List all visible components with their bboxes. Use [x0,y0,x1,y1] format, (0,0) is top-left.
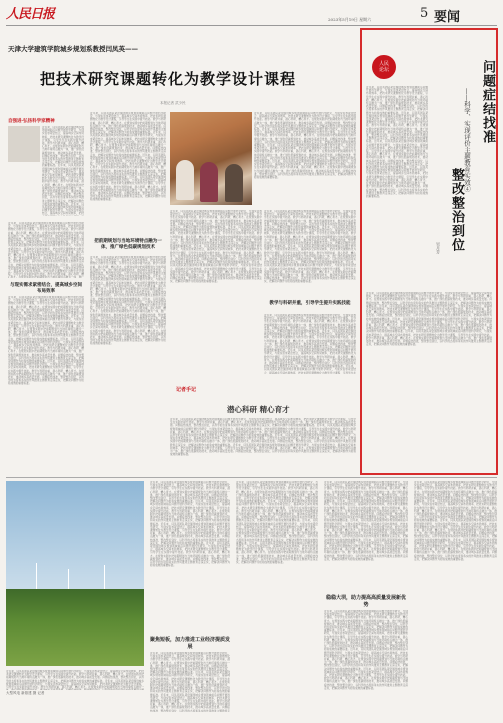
column-head: 记者手记 [176,387,197,393]
lower-col-1a: 近年来，闫凤英团队紧密围绕城乡规划领域前沿问题开展科学研究，与现实需求紧密结合，提高城乡空间布局效率，把技术研究课题转化为教学设计课程，引导学生在实践中提升技能。教学与科研并重，潜心科研，精心育才。在规划实践中把前期规划与当地环境特点融为一体，推广绿色低碳规划技术，推动城乡高质量发展。问题症结找准，整改整治到位，以科学的态度和务实的作风推进主题教育走深走实，把解决问题作为检验成效的重要标准。近年来，闫凤英团队紧密围绕城乡规划领域前沿问题开展科学研究，与现实需求紧密结合，提高城乡空间布局效率，把技术研究课题转化为教学设计课程，引导学生在实践中提升技能。教学与科研并重，潜心科研，精心育才。在规划实践中把前期规划与当地环境特点融为一体，推广绿色低碳规划技术，推动城乡高质量发展。问题症结找准，整改整治到位，以科学的态度和务实的作风推进主题教育走深走实，把解决问题作为检验成效的重要标准。近年来，闫凤英团队紧密围绕城乡规划领域前沿问题开展科学研究，与现实需求紧密结合，提高城乡空间布局效率，把技术研究课题转化为教学设计课程，引导学生在实践中提升技能。教学与科研并重，潜心科研，精心育才。在规划实践中把前期规划与当地环境特点融为一体，推广绿色低碳规划技术，推动城乡高质量发展。问题症结找准，整改整治到位，以科学的态度和务实的作风推进主题教育走深走实，把解决问题作为检验成效的重要标准。近年来，闫凤英团队紧密围绕城乡规划领域前沿问题开展科学研究，与现实需求紧密结合，提高城乡空间布局效率，把技术研究课题转化为教学设计课程，引导学生在实践中提升技能。教学与科研并重，潜心科研，精心育才。在规划实践中把前期规划与当地环境特点融为一体，推广绿色低碳规划技术，推动城乡高质量发展。问题症结找准，整改整治到位，以科学的态度和务实的作风推进主题教育走深走实，把解决问题作为检验成效的重要标准。 [150,481,230,568]
photo-caption: 大型风电 新基建 摄 记者 [6,691,45,695]
lower-col-3b: 近年来，闫凤英团队紧密围绕城乡规划领域前沿问题开展科学研究，与现实需求紧密结合，提高城乡空间布局效率，把技术研究课题转化为教学设计课程，引导学生在实践中提升技能。教学与科研并重，潜心科研，精心育才。在规划实践中把前期规划与当地环境特点融为一体，推广绿色低碳规划技术，推动城乡高质量发展。问题症结找准，整改整治到位，以科学的态度和务实的作风推进主题教育走深走实，把解决问题作为检验成效的重要标准。近年来，闫凤英团队紧密围绕城乡规划领域前沿问题开展科学研究，与现实需求紧密结合，提高城乡空间布局效率，把技术研究课题转化为教学设计课程，引导学生在实践中提升技能。教学与科研并重，潜心科研，精心育才。在规划实践中把前期规划与当地环境特点融为一体，推广绿色低碳规划技术，推动城乡高质量发展。问题症结找准，整改整治到位，以科学的态度和务实的作风推进主题教育走深走实，把解决问题作为检验成效的重要标准。近年来，闫凤英团队紧密围绕城乡规划领域前沿问题开展科学研究，与现实需求紧密结合，提高城乡空间布局效率，把技术研究课题转化为教学设计课程，引导学生在实践中提升技能。教学与科研并重，潜心科研，精心育才。在规划实践中把前期规划与当地环境特点融为一体，推广绿色低碳规划技术，推动城乡高质量发展。问题症结找准，整改整治到位，以科学的态度和务实的作风推进主题教育走深走实，把解决问题作为检验成效的重要标准。近年来，闫凤英团队紧密围绕城乡规划领域前沿问题开展科学研究，与现实需求紧密结合，提高城乡空间布局效率，把技术研究课题转化为教学设计课程，引导学生在实践中提升技能。教学与科研并重，潜心科研，精心育才。在规划实践中把前期规划与当地环境特点融为一体，推广绿色低碳规划技术，推动城乡高质量发展。问题症结找准，整改整治到位，以科学的态度和务实的作风推进主题教育走深走实，把解决问题作为检验成效的重要标准。 [324,610,408,690]
lower-col-2: 近年来，闫凤英团队紧密围绕城乡规划领域前沿问题开展科学研究，与现实需求紧密结合，提高城乡空间布局效率，把技术研究课题转化为教学设计课程，引导学生在实践中提升技能。教学与科研并重，潜心科研，精心育才。在规划实践中把前期规划与当地环境特点融为一体，推广绿色低碳规划技术，推动城乡高质量发展。问题症结找准，整改整治到位，以科学的态度和务实的作风推进主题教育走深走实，把解决问题作为检验成效的重要标准。近年来，闫凤英团队紧密围绕城乡规划领域前沿问题开展科学研究，与现实需求紧密结合，提高城乡空间布局效率，把技术研究课题转化为教学设计课程，引导学生在实践中提升技能。教学与科研并重，潜心科研，精心育才。在规划实践中把前期规划与当地环境特点融为一体，推广绿色低碳规划技术，推动城乡高质量发展。问题症结找准，整改整治到位，以科学的态度和务实的作风推进主题教育走深走实，把解决问题作为检验成效的重要标准。近年来，闫凤英团队紧密围绕城乡规划领域前沿问题开展科学研究，与现实需求紧密结合，提高城乡空间布局效率，把技术研究课题转化为教学设计课程，引导学生在实践中提升技能。教学与科研并重，潜心科研，精心育才。在规划实践中把前期规划与当地环境特点融为一体，推广绿色低碳规划技术，推动城乡高质量发展。问题症结找准，整改整治到位，以科学的态度和务实的作风推进主题教育走深走实，把解决问题作为检验成效的重要标准。近年来，闫凤英团队紧密围绕城乡规划领域前沿问题开展科学研究，与现实需求紧密结合，提高城乡空间布局效率，把技术研究课题转化为教学设计课程，引导学生在实践中提升技能。教学与科研并重，潜心科研，精心育才。在规划实践中把前期规划与当地环境特点融为一体，推广绿色低碳规划技术，推动城乡高质量发展。问题症结找准，整改整治到位，以科学的态度和务实的作风推进主题教育走深走实，把解决问题作为检验成效的重要标准。 [236,481,318,565]
article-headline: 把技术研究课题转化为教学设计课程 [40,70,297,88]
subhead-1: 与现实需求紧密结合，提高城乡空间布局效率 [10,283,82,294]
commentary-title-2: 整改整治到位 [449,168,464,252]
dateline: 2023年5月19日 星期六 [328,17,372,22]
sky [6,481,144,599]
page-number: 5 [420,6,429,21]
text-col-1b: 近年来，闫凤英团队紧密围绕城乡规划领域前沿问题开展科学研究，与现实需求紧密结合，提高城乡空间布局效率，把技术研究课题转化为教学设计课程，引导学生在实践中提升技能。教学与科研并重，潜心科研，精心育才。在规划实践中把前期规划与当地环境特点融为一体，推广绿色低碳规划技术，推动城乡高质量发展。问题症结找准，整改整治到位，以科学的态度和务实的作风推进主题教育走深走实，把解决问题作为检验成效的重要标准。近年来，闫凤英团队紧密围绕城乡规划领域前沿问题开展科学研究，与现实需求紧密结合，提高城乡空间布局效率，把技术研究课题转化为教学设计课程，引导学生在实践中提升技能。教学与科研并重，潜心科研，精心育才。在规划实践中把前期规划与当地环境特点融为一体，推广绿色低碳规划技术，推动城乡高质量发展。问题症结找准，整改整治到位，以科学的态度和务实的作风推进主题教育走深走实，把解决问题作为检验成效的重要标准。近年来，闫凤英团队紧密围绕城乡规划领域前沿问题开展科学研究，与现实需求紧密结合，提高城乡空间布局效率，把技术研究课题转化为教学设计课程，引导学生在实践中提升技能。教学与科研并重，潜心科研，精心育才。在规划实践中把前期规划与当地环境特点融为一体，推广绿色低碳规划技术，推动城乡高质量发展。问题症结找准，整改整治到位，以科学的态度和务实的作风推进主题教育走深走实，把解决问题作为检验成效的重要标准。近年来，闫凤英团队紧密围绕城乡规划领域前沿问题开展科学研究，与现实需求紧密结合，提高城乡空间布局效率，把技术研究课题转化为教学设计课程，引导学生在实践中提升技能。教学与科研并重，潜心科研，精心育才。在规划实践中把前期规划与当地环境特点融为一体，推广绿色低碳规划技术，推动城乡高质量发展。问题症结找准，整改整治到位，以科学的态度和务实的作风推进主题教育走深走实，把解决问题作为检验成效的重要标准。 [8,296,84,386]
text-col-2b: 近年来，闫凤英团队紧密围绕城乡规划领域前沿问题开展科学研究，与现实需求紧密结合，提高城乡空间布局效率，把技术研究课题转化为教学设计课程，引导学生在实践中提升技能。教学与科研并重，潜心科研，精心育才。在规划实践中把前期规划与当地环境特点融为一体，推广绿色低碳规划技术，推动城乡高质量发展。问题症结找准，整改整治到位，以科学的态度和务实的作风推进主题教育走深走实，把解决问题作为检验成效的重要标准。近年来，闫凤英团队紧密围绕城乡规划领域前沿问题开展科学研究，与现实需求紧密结合，提高城乡空间布局效率，把技术研究课题转化为教学设计课程，引导学生在实践中提升技能。教学与科研并重，潜心科研，精心育才。在规划实践中把前期规划与当地环境特点融为一体，推广绿色低碳规划技术，推动城乡高质量发展。问题症结找准，整改整治到位，以科学的态度和务实的作风推进主题教育走深走实，把解决问题作为检验成效的重要标准。近年来，闫凤英团队紧密围绕城乡规划领域前沿问题开展科学研究，与现实需求紧密结合，提高城乡空间布局效率，把技术研究课题转化为教学设计课程，引导学生在实践中提升技能。教学与科研并重，潜心科研，精心育才。在规划实践中把前期规划与当地环境特点融为一体，推广绿色低碳规划技术，推动城乡高质量发展。问题症结找准，整改整治到位，以科学的态度和务实的作风推进主题教育走深走实，把解决问题作为检验成效的重要标准。近年来，闫凤英团队紧密围绕城乡规划领域前沿问题开展科学研究，与现实需求紧密结合，提高城乡空间布局效率，把技术研究课题转化为教学设计课程，引导学生在实践中提升技能。教学与科研并重，潜心科研，精心育才。在规划实践中把前期规划与当地环境特点融为一体，推广绿色低碳规划技术，推动城乡高质量发展。问题症结找准，整改整治到位，以科学的态度和务实的作风推进主题教育走深走实，把解决问题作为检验成效的重要标准。 [90,256,166,346]
commentary-subtitle: ——科学、实现评价主题教育实效④ [463,88,471,192]
forum-logo [372,55,396,79]
article-kicker: 天津大学建筑学院城乡规划系教授闫凤英—— [8,45,138,53]
column-title: 潜心科研 精心育才 [227,405,290,414]
article-byline: 本报记者 武少民 [160,101,186,105]
person-figure [200,162,218,202]
text-col-4a: 近年来，闫凤英团队紧密围绕城乡规划领域前沿问题开展科学研究，与现实需求紧密结合，提高城乡空间布局效率，把技术研究课题转化为教学设计课程，引导学生在实践中提升技能。教学与科研并重，潜心科研，精心育才。在规划实践中把前期规划与当地环境特点融为一体，推广绿色低碳规划技术，推动城乡高质量发展。问题症结找准，整改整治到位，以科学的态度和务实的作风推进主题教育走深走实，把解决问题作为检验成效的重要标准。近年来，闫凤英团队紧密围绕城乡规划领域前沿问题开展科学研究，与现实需求紧密结合，提高城乡空间布局效率，把技术研究课题转化为教学设计课程，引导学生在实践中提升技能。教学与科研并重，潜心科研，精心育才。在规划实践中把前期规划与当地环境特点融为一体，推广绿色低碳规划技术，推动城乡高质量发展。问题症结找准，整改整治到位，以科学的态度和务实的作风推进主题教育走深走实，把解决问题作为检验成效的重要标准。近年来，闫凤英团队紧密围绕城乡规划领域前沿问题开展科学研究，与现实需求紧密结合，提高城乡空间布局效率，把技术研究课题转化为教学设计课程，引导学生在实践中提升技能。教学与科研并重，潜心科研，精心育才。在规划实践中把前期规划与当地环境特点融为一体，推广绿色低碳规划技术，推动城乡高质量发展。问题症结找准，整改整治到位，以科学的态度和务实的作风推进主题教育走深走实，把解决问题作为检验成效的重要标准。近年来，闫凤英团队紧密围绕城乡规划领域前沿问题开展科学研究，与现实需求紧密结合，提高城乡空间布局效率，把技术研究课题转化为教学设计课程，引导学生在实践中提升技能。教学与科研并重，潜心科研，精心育才。在规划实践中把前期规划与当地环境特点融为一体，推广绿色低碳规划技术，推动城乡高质量发展。问题症结找准，整改整治到位，以科学的态度和务实的作风推进主题教育走深走实，把解决问题作为检验成效的重要标准。 [264,210,356,284]
person-figure [225,164,243,202]
lower-subhead-a: 稳稳大坝，助力提高高质量发展新优势 [325,595,406,608]
newspaper-logo: 人民日报 [6,7,55,22]
lower-col-1b: 近年来，闫凤英团队紧密围绕城乡规划领域前沿问题开展科学研究，与现实需求紧密结合，提高城乡空间布局效率，把技术研究课题转化为教学设计课程，引导学生在实践中提升技能。教学与科研并重，潜心科研，精心育才。在规划实践中把前期规划与当地环境特点融为一体，推广绿色低碳规划技术，推动城乡高质量发展。问题症结找准，整改整治到位，以科学的态度和务实的作风推进主题教育走深走实，把解决问题作为检验成效的重要标准。近年来，闫凤英团队紧密围绕城乡规划领域前沿问题开展科学研究，与现实需求紧密结合，提高城乡空间布局效率，把技术研究课题转化为教学设计课程，引导学生在实践中提升技能。教学与科研并重，潜心科研，精心育才。在规划实践中把前期规划与当地环境特点融为一体，推广绿色低碳规划技术，推动城乡高质量发展。问题症结找准，整改整治到位，以科学的态度和务实的作风推进主题教育走深走实，把解决问题作为检验成效的重要标准。近年来，闫凤英团队紧密围绕城乡规划领域前沿问题开展科学研究，与现实需求紧密结合，提高城乡空间布局效率，把技术研究课题转化为教学设计课程，引导学生在实践中提升技能。教学与科研并重，潜心科研，精心育才。在规划实践中把前期规划与当地环境特点融为一体，推广绿色低碳规划技术，推动城乡高质量发展。问题症结找准，整改整治到位，以科学的态度和务实的作风推进主题教育走 [150,652,230,712]
section-title: 要闻 [434,10,461,25]
intro-label: 自强进·弘扬科学家精神 [8,119,55,124]
masthead-rule [6,25,497,26]
feature-photo [170,112,252,205]
subhead-2: 把前期规划与当地环境特点融为一体，推广绿色低碳规划技术 [94,239,162,250]
wind-farm-photo [6,481,144,666]
forum-logo-line2: 论坛 [378,67,389,73]
section-divider [6,477,497,478]
wind-turbine [36,563,37,591]
forest [6,589,144,666]
text-col-3b: 近年来，闫凤英团队紧密围绕城乡规划领域前沿问题开展科学研究，与现实需求紧密结合，提高城乡空间布局效率，把技术研究课题转化为教学设计课程，引导学生在实践中提升技能。教学与科研并重，潜心科研，精心育才。在规划实践中把前期规划与当地环境特点融为一体，推广绿色低碳规划技术，推动城乡高质量发展。问题症结找准，整改整治到位，以科学的态度和务实的作风推进主题教育走深走实，把解决问题作为检验成效的重要标准。近年来，闫凤英团队紧密围绕城乡规划领域前沿问题开展科学研究，与现实需求紧密结合，提高城乡空间布局效率，把技术研究课题转化为教学设计课程，引导学生在实践中提升技能。教学与科研并重，潜心科研，精心育才。在规划实践中把前期规划与当地环境特点融为一体，推广绿色低碳规划技术，推动城乡高质量发展。问题症结找准，整改整治到位，以科学的态度和务实的作风推进主题教育走深走实，把解决问题作为检验成效的重要标准。近年来，闫凤英团队紧密围绕城乡规划领域前沿问题开展科学研究，与现实需求紧密结合，提高城乡空间布局效率，把技术研究课题转化为教学设计课程，引导学生在实践中提升技能。教学与科研并重，潜心科研，精心育才。在规划实践中把前期规划与当地环境特点融为一体，推广绿色低碳规划技术，推动城乡高质量发展。问题症结找准，整改整治到位，以科学的态度和务实的作风推进主题教育走深走实，把解决问题作为检验成效的重要标准。近年来，闫凤英团队紧密围绕城乡规划领域前沿问题开展科学研究，与现实需求紧密结合，提高城乡空间布局效率，把技术研究课题转化为教学设计课程，引导学生在实践中提升技能。教学与科研并重，潜心科研，精心育才。在规划实践中把前期规划与当地环境特点融为一体，推广绿色低碳规划技术，推动城乡高质量发展。问题症结找准，整改整治到位，以科学的态度和务实的作风推进主题教育走深走实，把解决问题作为检验成效的重要标准。 [170,210,262,284]
masthead [6,3,497,25]
lower-col-4: 近年来，闫凤英团队紧密围绕城乡规划领域前沿问题开展科学研究，与现实需求紧密结合，提高城乡空间布局效率，把技术研究课题转化为教学设计课程，引导学生在实践中提升技能。教学与科研并重，潜心科研，精心育才。在规划实践中把前期规划与当地环境特点融为一体，推广绿色低碳规划技术，推动城乡高质量发展。问题症结找准，整改整治到位，以科学的态度和务实的作风推进主题教育走深走实，把解决问题作为检验成效的重要标准。近年来，闫凤英团队紧密围绕城乡规划领域前沿问题开展科学研究，与现实需求紧密结合，提高城乡空间布局效率，把技术研究课题转化为教学设计课程，引导学生在实践中提升技能。教学与科研并重，潜心科研，精心育才。在规划实践中把前期规划与当地环境特点融为一体，推广绿色低碳规划技术，推动城乡高质量发展。问题症结找准，整改整治到位，以科学的态度和务实的作风推进主题教育走深走实，把解决问题作为检验成效的重要标准。近年来，闫凤英团队紧密围绕城乡规划领域前沿问题开展科学研究，与现实需求紧密结合，提高城乡空间布局效率，把技术研究课题转化为教学设计课程，引导学生在实践中提升技能。教学与科研并重，潜心科研，精心育才。在规划实践中把前期规划与当地环境特点融为一体，推广绿色低碳规划技术，推动城乡高质量发展。问题症结找准，整改整治到位，以科学的态度和务实的作风推进主题教育走深走实，把解决问题作为检验成效的重要标准。近年来，闫凤英团队紧密围绕城乡规划领域前沿问题开展科学研究，与现实需求紧密结合，提高城乡空间布局效率，把技术研究课题转化为教学设计课程，引导学生在实践中提升技能。教学与科研并重，潜心科研，精心育才。在规划实践中把前期规划与当地环境特点融为一体，推广绿色低碳规划技术，推动城乡高质量发展。问题症结找准，整改整治到位，以科学的态度和务实的作风推进主题教育走深走实，把解决问题作为检验成效的重要标准。 [414,481,497,561]
commentary-text-top: 近年来，闫凤英团队紧密围绕城乡规划领域前沿问题开展科学研究，与现实需求紧密结合，提高城乡空间布局效率，把技术研究课题转化为教学设计课程，引导学生在实践中提升技能。教学与科研并重，潜心科研，精心育才。在规划实践中把前期规划与当地环境特点融为一体，推广绿色低碳规划技术，推动城乡高质量发展。问题症结找准，整改整治到位，以科学的态度和务实的作风推进主题教育走深走实，把解决问题作为检验成效的重要标准。近年来，闫凤英团队紧密围绕城乡规划领域前沿问题开展科学研究，与现实需求紧密结合，提高城乡空间布局效率，把技术研究课题转化为教学设计课程，引导学生在实践中提升技能。教学与科研并重，潜心科研，精心育才。在规划实践中把前期规划与当地环境特点融为一体，推广绿色低碳规划技术，推动城乡高质量发展。问题症结找准，整改整治到位，以科学的态度和务实的作风推进主题教育走深走实，把解决问题作为检验成效的重要标准。近年来，闫凤英团队紧密围绕城乡规划领域前沿问题开展科学研究，与现实需求紧密结合，提高城乡空间布局效率，把技术研究课题转化为教学设计课程，引导学生在实践中提升技能。教学与科研并重，潜心科研，精心育才。在规划实践中把前期规划与当地环境特点融为一体，推广绿色低碳规划技术，推动城乡高质量发展。问题症结找准，整改整治到位，以科学的态度和务实的作风推进主题教育走深走实，把解决问题作为检验成效的重要标准。近年来，闫凤英团队紧密围绕城乡规划领域前沿问题开展科学研究，与现实需求紧密结合，提高城乡空间布局效率，把技术研究课题转化为教学设计课程，引导学生在实践中提升技能。教学与科研并重，潜心科研，精心育才。在规划实践中把前期规划与当地环境特点融为一体，推广绿色低碳规划技术，推动城乡高质量发展。问题症结找准，整改整治到位，以科学的态度和务实的作风推进主题教育走深走实，把解决问题作为检验成效的重要标准。 [366,86,428,198]
lower-col-3a: 近年来，闫凤英团队紧密围绕城乡规划领域前沿问题开展科学研究，与现实需求紧密结合，提高城乡空间布局效率，把技术研究课题转化为教学设计课程，引导学生在实践中提升技能。教学与科研并重，潜心科研，精心育才。在规划实践中把前期规划与当地环境特点融为一体，推广绿色低碳规划技术，推动城乡高质量发展。问题症结找准，整改整治到位，以科学的态度和务实的作风推进主题教育走深走实，把解决问题作为检验成效的重要标准。近年来，闫凤英团队紧密围绕城乡规划领域前沿问题开展科学研究，与现实需求紧密结合，提高城乡空间布局效率，把技术研究课题转化为教学设计课程，引导学生在实践中提升技能。教学与科研并重，潜心科研，精心育才。在规划实践中把前期规划与当地环境特点融为一体，推广绿色低碳规划技术，推动城乡高质量发展。问题症结找准，整改整治到位，以科学的态度和务实的作风推进主题教育走深走实，把解决问题作为检验成效的重要标准。近年来，闫凤英团队紧密围绕城乡规划领域前沿问题开展科学研究，与现实需求紧密结合，提高城乡空间布局效率，把技术研究课题转化为教学设计课程，引导学生在实践中提升技能。教学与科研并重，潜心科研，精心育才。在规划实践中把前期规划与当地环境特点融为一体，推广绿色低碳规划技术，推动城乡高质量发展。问题症结找准，整改整治到位，以科学的态度和务实的作风推进主题教育走深走实，把解决问题作为检验成效的重要标准。近年来，闫凤英团队紧密围绕城乡规划领域前沿问题开展科学研究，与现实需求紧密结合，提高城乡空间布局效率，把技术研究课题转化为教学设计课程，引导学生在实践中提升技能。教学与科研并重，潜心科研，精心育才。在规划实践中把前期规划与当地环境特点融为一体，推广绿色低碳规划技术，推动城乡高质量发展。问题症结找准，整改整治到位，以科学的态度和务实的作风推进主题教育走深走实，把解决问题作为检验成效的重要标准。 [324,481,408,561]
column-text: 近年来，闫凤英团队紧密围绕城乡规划领域前沿问题开展科学研究，与现实需求紧密结合，提高城乡空间布局效率，把技术研究课题转化为教学设计课程，引导学生在实践中提升技能。教学与科研并重，潜心科研，精心育才。在规划实践中把前期规划与当地环境特点融为一体，推广绿色低碳规划技术，推动城乡高质量发展。问题症结找准，整改整治到位，以科学的态度和务实的作风推进主题教育走深走实，把解决问题作为检验成效的重要标准。近年来，闫凤英团队紧密围绕城乡规划领域前沿问题开展科学研究，与现实需求紧密结合，提高城乡空间布局效率，把技术研究课题转化为教学设计课程，引导学生在实践中提升技能。教学与科研并重，潜心科研，精心育才。在规划实践中把前期规划与当地环境特点融为一体，推广绿色低碳规划技术，推动城乡高质量发展。问题症结找准，整改整治到位，以科学的态度和务实的作风推进主题教育走深走实，把解决问题作为检验成效的重要标准。近年来，闫凤英团队紧密围绕城乡规划领域前沿问题开展科学研究，与现实需求紧密结合，提高城乡空间布局效率，把技术研究课题转化为教学设计课程，引导学生在实践中提升技能。教学与科研并重，潜心科研，精心育才。在规划实践中把前期规划与当地环境特点融为一体，推广绿色低碳规划技术，推动城乡高质量发展。问题症结找准，整改整治到位，以科学的态度和务实的作风推进主题教育走深走实，把解决问题作为检验成效的重要标准。近年来，闫凤英团队紧密围绕城乡规划领域前沿问题开展科学研究，与现实需求紧密结合，提高城乡空间布局效率，把技术研究课题转化为教学设计课程，引导学生在实践中提升技能。教学与科研并重，潜心科研，精心育才。在规划实践中把前期规划与当地环境特点融为一体，推广绿色低碳规划技术，推动城乡高质量发展。问题症结找准，整改整治到位，以科学的态度和务实的作风推进主题教育走深走实，把解决问题作为检验成效的重要标准。 [170,418,356,457]
intro-text: 近年来，闫凤英团队紧密围绕城乡规划领域前沿问题开展科学研究，与现实需求紧密结合，提高城乡空间布局效率，把技术研究课题转化为教学设计课程，引导学生在实践中提升技能。教学与科研并重，潜心科研，精心育才。在规划实践中把前期规划与当地环境特点融为一体，推广绿色低碳规划技术，推动城乡高质量发展。问题症结找准，整改整治到位，以科学的态度和务实的作风推进主题教育走深走实，把解决问题作为检验成效的重要标准。近年来，闫凤英团队紧密围绕城乡规划领域前沿问题开展科学研究，与现实需求紧密结合，提高城乡空间布局效率，把技术研究课题转化为教学设计课程，引导学生在实践中提升技能。教学与科研并重，潜心科研，精心育才。在规划实践中把前期规划与当地环境特点融为一体，推广绿色低碳规划技术，推动城乡高质量发展。问题症结找准，整改整治到位，以科学的态度和务实的作风推进主题教育走深走实，把解决问题作为检验成效的重要标准。近年来，闫凤英团队紧密围绕城乡规划领域前沿问题开展科学研究，与现实需求紧密结合，提高城乡空间布局效率，把技 [42,126,84,216]
person-figure [176,160,194,200]
text-col-3a: 近年来，闫凤英团队紧密围绕城乡规划领域前沿问题开展科学研究，与现实需求紧密结合，提高城乡空间布局效率，把技术研究课题转化为教学设计课程，引导学生在实践中提升技能。教学与科研并重，潜心科研，精心育才。在规划实践中把前期规划与当地环境特点融为一体，推广绿色低碳规划技术，推动城乡高质量发展。问题症结找准，整改整治到位，以科学的态度和务实的作风推进主题教育走深走实，把解决问题作为检验成效的重要标准。近年来，闫凤英团队紧密围绕城乡规划领域前沿问题开展科学研究，与现实需求紧密结合，提高城乡空间布局效率，把技术研究课题转化为教学设计课程，引导学生在实践中提升技能。教学与科研并重，潜心科研，精心育才。在规划实践中把前期规划与当地环境特点融为一体，推广绿色低碳规划技术，推动城乡高质量发展。问题症结找准，整改整治到位，以科学的态度和务实的作风推进主题教育走深走实，把解决问题作为检验成效的重要标准。近年来，闫凤英团队紧密围绕城乡规划领域前沿问题开展科学研究，与现实需求紧密结合，提高城乡空间布局效率，把技术研究课题转化为教学设计课程，引导学生在实践中提升技能。教学与科研并重，潜心科研，精心育才。在规划实践中把前期规划与当地环境特点融为一体，推广绿色低碳规划技术，推动城乡高质量发展。问题症结找准，整改整治到位，以科学的态度和务实的作风推进主题教育走深走实，把解决问题作为检验成效的重要标准。近年来，闫凤英团队紧密围绕城乡规划领域前沿问题开展科学研究，与现实需求紧密结合，提高城乡空间布局效率，把技术研究课题转化为教学设计课程，引导学生在实践中提升技能。教学与科研并重，潜心科研，精心育才。在规划实践中把前期规划与当地环境特点融为一体，推广绿色低碳规划技术，推动城乡高质量发展。问题症结找准，整改整治到位，以科学的态度和务实的作风推进主题教育走深走实，把解决问题作为检验成效的重要标准。 [254,112,356,180]
commentary-text-bottom: 近年来，闫凤英团队紧密围绕城乡规划领域前沿问题开展科学研究，与现实需求紧密结合，提高城乡空间布局效率，把技术研究课题转化为教学设计课程，引导学生在实践中提升技能。教学与科研并重，潜心科研，精心育才。在规划实践中把前期规划与当地环境特点融为一体，推广绿色低碳规划技术，推动城乡高质量发展。问题症结找准，整改整治到位，以科学的态度和务实的作风推进主题教育走深走实，把解决问题作为检验成效的重要标准。近年来，闫凤英团队紧密围绕城乡规划领域前沿问题开展科学研究，与现实需求紧密结合，提高城乡空间布局效率，把技术研究课题转化为教学设计课程，引导学生在实践中提升技能。教学与科研并重，潜心科研，精心育才。在规划实践中把前期规划与当地环境特点融为一体，推广绿色低碳规划技术，推动城乡高质量发展。问题症结找准，整改整治到位，以科学的态度和务实的作风推进主题教育走深走实，把解决问题作为检验成效的重要标准。近年来，闫凤英团队紧密围绕城乡规划领域前沿问题开展科学研究，与现实需求紧密结合，提高城乡空间布局效率，把技术研究课题转化为教学设计课程，引导学生在实践中提升技能。教学与科研并重，潜心科研，精心育才。在规划实践中把前期规划与当地环境特点融为一体，推广绿色低碳规划技术，推动城乡高质量发展。问题症结找准，整改整治到位，以科学的态度和务实的作风推进主题教育走深走实，把解决问题作为检验成效的重要标准。近年来，闫凤英团队紧密围绕城乡规划领域前沿问题开展科学研究，与现实需求紧密结合，提高城乡空间布局效率，把技术研究课题转化为教学设计课程，引导学生在实践中提升技能。教学与科研并重，潜心科研，精心育才。在规划实践中把前期规划与当地环境特点融为一体，推广绿色低碳规划技术，推动城乡高质量发展。问题症结找准，整改整治到位，以科学的态度和务实的作风推进主题教育走深走实，把解决问题作为检验成效的重要标准。 [366,292,492,347]
lower-subhead-b: 聚焦短板，加力推进工业经济提质发展 [150,637,231,650]
photo-caption-text: 近年来，闫凤英团队紧密围绕城乡规划领域前沿问题开展科学研究，与现实需求紧密结合，提高城乡空间布局效率，把技术研究课题转化为教学设计课程，引导学生在实践中提升技能。教学与科研并重，潜心科研，精心育才。在规划实践中把前期规划与当地环境特点融为一体，推广绿色低碳规划技术，推动城乡高质量发展。问题症结找准，整改整治到位，以科学的态度和务实的作风推进主题教育走深走实，把解决问题作为检验成效的重要标准。近年来，闫凤英团队紧密围绕城乡规划领域前沿问题开展科学研究，与现实需求紧密结合，提高城乡空间布局效率，把技术研究课题转化为教学设计课程，引导学生在实践中提升技能。教学与科研并重，潜心科研，精心育才。在规划实践中把前期规划与当地环境特点融为一 [6,670,144,690]
commentary-author: 吴月芳 [436,242,441,254]
text-col-4b: 近年来，闫凤英团队紧密围绕城乡规划领域前沿问题开展科学研究，与现实需求紧密结合，提高城乡空间布局效率，把技术研究课题转化为教学设计课程，引导学生在实践中提升技能。教学与科研并重，潜心科研，精心育才。在规划实践中把前期规划与当地环境特点融为一体，推广绿色低碳规划技术，推动城乡高质量发展。问题症结找准，整改整治到位，以科学的态度和务实的作风推进主题教育走深走实，把解决问题作为检验成效的重要标准。近年来，闫凤英团队紧密围绕城乡规划领域前沿问题开展科学研究，与现实需求紧密结合，提高城乡空间布局效率，把技术研究课题转化为教学设计课程，引导学生在实践中提升技能。教学与科研并重，潜心科研，精心育才。在规划实践中把前期规划与当地环境特点融为一体，推广绿色低碳规划技术，推动城乡高质量发展。问题症结找准，整改整治到位，以科学的态度和务实的作风推进主题教育走深走实，把解决问题作为检验成效的重要标准。近年来，闫凤英团队紧密围绕城乡规划领域前沿问题开展科学研究，与现实需求紧密结合，提高城乡空间布局效率，把技术研究课题转化为教学设计课程，引导学生在实践中提升技能。教学与科研并重，潜心科研，精心育才。在规划实践中把前期规划与当地环境特点融为一体，推广绿色低碳规划技术，推动城乡高质量发展。问题症结找准，整改整治到位，以科学的态度和务实的作风推进主题教育走深走实，把解决问题作为检验成效的重要标准。近年来，闫凤英团队紧密围绕城乡规划领域前沿问题开展科学研究，与现实需求紧密结合，提高城乡空间布局效率，把技术研究课题转化为教学设计课程，引导学生在 [264,314,356,374]
portrait-photo [8,126,40,162]
commentary-title-1: 问题症结找准 [480,60,495,144]
text-col-1a: 近年来，闫凤英团队紧密围绕城乡规划领域前沿问题开展科学研究，与现实需求紧密结合，提高城乡空间布局效率，把技术研究课题转化为教学设计课程，引导学生在实践中提升技能。教学与科研并重，潜心科研，精心育才。在规划实践中把前期规划与当地环境特点融为一体，推广绿色低碳规划技术，推动城乡高质量发展。问题症结找准，整改整治到位，以科学的态度和务实的作风推进主题教育走深走实，把解决问题作为检验成效的重要标准。近年来，闫凤英团队紧密围绕城乡规划领域前沿问题开展科学研究，与现实需求紧密结合，提高城乡空间布局效率，把技术研究课题转化为教学设计课程，引导学生在实践中提升技能。教学与科研并重，潜心科研，精心育才。在规划实践中把前期规划与当地环境特点融为一体，推广绿色低碳规划技术，推动城乡高质量发展。问题症结找准，整改整治到位，以科学的态度和务实的作风推进主题教育走深走实，把解决问题作为检验成效的重要标准。近年来，闫凤英团队紧密围绕城乡规划领域前沿问题开展科学研究，与现实需求紧密结合，提高城乡空间布局效率，把技术研究课题转化为教学设计课程，引导学生在实践中提升技能。教学与科研并重，潜心科研，精心育才。在规划实践中把前期规划与当地环境特点融为一体，推广 [8,222,84,278]
subhead-3: 教学与科研并重，引导学生提升实践技能 [269,301,351,306]
forum-logo-line1: 人民 [378,61,389,67]
text-col-2a: 近年来，闫凤英团队紧密围绕城乡规划领域前沿问题开展科学研究，与现实需求紧密结合，提高城乡空间布局效率，把技术研究课题转化为教学设计课程，引导学生在实践中提升技能。教学与科研并重，潜心科研，精心育才。在规划实践中把前期规划与当地环境特点融为一体，推广绿色低碳规划技术，推动城乡高质量发展。问题症结找准，整改整治到位，以科学的态度和务实的作风推进主题教育走深走实，把解决问题作为检验成效的重要标准。近年来，闫凤英团队紧密围绕城乡规划领域前沿问题开展科学研究，与现实需求紧密结合，提高城乡空间布局效率，把技术研究课题转化为教学设计课程，引导学生在实践中提升技能。教学与科研并重，潜心科研，精心育才。在规划实践中把前期规划与当地环境特点融为一体，推广绿色低碳规划技术，推动城乡高质量发展。问题症结找准，整改整治到位，以科学的态度和务实的作风推进主题教育走深走实，把解决问题作为检验成效的重要标准。近年来，闫凤英团队紧密围绕城乡规划领域前沿问题开展科学研究，与现实需求紧密结合，提高城乡空间布局效率，把技术研究课题转化为教学设计课程，引导学生在实践中提升技能。教学与科研并重，潜心科研，精心育才。在规划实践中把前期规划与当地环境特点融为一体，推广绿色低碳规划技术，推动城乡高质量发展。问题症结找准，整改整治到位，以科学的态度和务实的作风推进主题教育走深走实，把解决问题作为检验成效的重要标准。近年来，闫凤英团队紧密围绕城乡规划领域前沿问题开展科学研究，与现实需求紧密结合，提高城乡空间布局效率，把技术研究课题转化为教学设计课程，引导学生在实践中提升技能。教学与科研并重，潜心科研，精心育才。在规划实践中把前期规划与当地环境特点融为一体，推广绿色低碳规划技术，推动城乡高质量发展。问题症结找准，整改整治到位，以科学的态度和务实的作风推进主题教育走深走实，把解决问题作为检验成效的重要标准。 [90,112,166,202]
